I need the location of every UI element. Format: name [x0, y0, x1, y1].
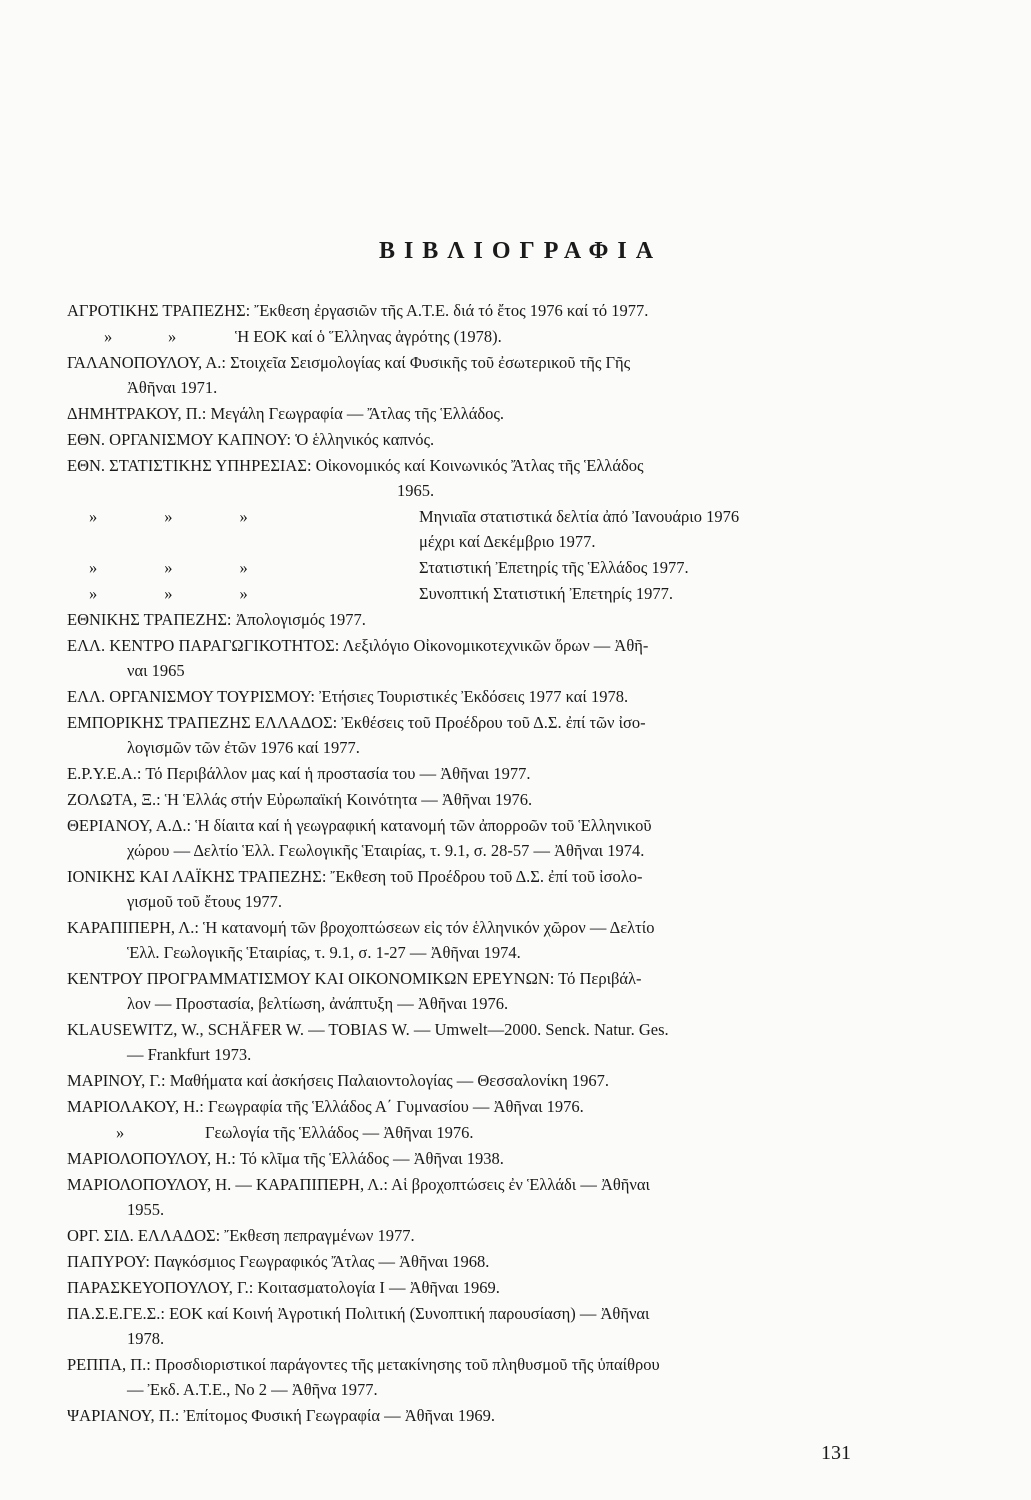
entry-continuation: λον — Προστασία, βελτίωση, ἀνάπτυξη — Ἀθῆναι 1976.: [127, 994, 509, 1013]
ditto-mark: »: [89, 507, 98, 526]
entry-text: Ε.Ρ.Υ.Ε.Α.: Τό Περιβάλλον μας καί ἡ προστασία του — Ἀθῆναι 1977.: [67, 764, 531, 783]
entry-text: ΟΡΓ. ΣΙΔ. ΕΛΛΑΔΟΣ: Ἔκθεση πεπραγμένων 1977.: [67, 1226, 415, 1245]
list-item: [68, 401, 858, 426]
ditto-mark: »: [239, 507, 248, 526]
entry-text: ΕΘΝΙΚΗΣ ΤΡΑΠΕΖΗΣ: Ἀπολογισμός 1977.: [67, 610, 366, 629]
bibliography-list: [68, 298, 858, 1429]
list-item: [68, 555, 858, 580]
list-item: [68, 966, 858, 1016]
ditto-mark: »: [164, 584, 173, 603]
ditto-mark: »: [239, 558, 248, 577]
entry-text: Συνοπτική Στατιστική Ἐπετηρίς 1977.: [419, 584, 673, 603]
list-item: [68, 581, 858, 606]
list-item: [68, 633, 858, 683]
list-item: [68, 710, 858, 760]
entry-text: Γεωλογία τῆς Ἑλλάδος — Ἀθῆναι 1976.: [205, 1123, 474, 1142]
entry-continuation: — Frankfurt 1973.: [127, 1045, 252, 1064]
list-item: [68, 350, 858, 400]
entry-continuation: μέχρι καί Δεκέμβριο 1977.: [419, 532, 596, 551]
entry-continuation: 1978.: [127, 1329, 165, 1348]
list-item: [68, 504, 858, 554]
list-item: [68, 1172, 858, 1222]
entry-text: ΔΗΜΗΤΡΑΚΟΥ, Π.: Μεγάλη Γεωγραφία — Ἄτλας τῆς Ἑλλάδος.: [67, 404, 505, 423]
ditto-mark: »: [164, 507, 173, 526]
list-item: [68, 1094, 858, 1119]
entry-text: ΕΛΛ. ΚΕΝΤΡΟ ΠΑΡΑΓΩΓΙΚΟΤΗΤΟΣ: Λεξιλόγιο Οἰκονομικοτεχνικῶν ὅρων — Ἀθῆ-: [67, 636, 649, 655]
entry-text: ΜΑΡΙΝΟΥ, Γ.: Μαθήματα καί ἀσκήσεις Παλαιοντολογίας — Θεσσαλονίκη 1967.: [67, 1071, 610, 1090]
entry-text: ΕΜΠΟΡΙΚΗΣ ΤΡΑΠΕΖΗΣ ΕΛΛΑΔΟΣ: Ἐκθέσεις τοῦ Προέδρου τοῦ Δ.Σ. ἐπί τῶν ἰσο-: [67, 713, 646, 732]
entry-text: ΚΑΡΑΠΙΠΕΡΗ, Λ.: Ἡ κατανομή τῶν βροχοπτώσεων εἰς τόν ἑλληνικόν χῶρον — Δελτίο: [67, 918, 655, 937]
entry-text: Ἡ ΕΟΚ καί ὁ Ἕλληνας ἀγρότης (1978).: [235, 327, 502, 346]
list-item: [68, 915, 858, 965]
ditto-marks: [68, 581, 380, 606]
entry-continuation: 1965.: [397, 481, 435, 500]
entry-continuation: χώρου — Δελτίο Ἑλλ. Γεωλογικῆς Ἑταιρίας, τ. 9.1, σ. 28-57 — Ἀθῆναι 1974.: [127, 841, 645, 860]
ditto-mark: »: [89, 584, 98, 603]
list-item: [68, 787, 858, 812]
page-title: ΒΙΒΛΙΟΓΡΑΦΙΑ: [378, 238, 663, 264]
ditto-mark: »: [239, 584, 248, 603]
list-item: [68, 813, 858, 863]
list-item: [68, 1223, 858, 1248]
entry-text: Μηνιαῖα στατιστικά δελτία ἀπό Ἰανουάριο 1976: [419, 507, 740, 526]
list-item: [68, 684, 858, 709]
list-item: [68, 1352, 858, 1402]
entry-text: ΖΟΛΩΤΑ, Ξ.: Ἡ Ἑλλάς στήν Εὐρωπαϊκή Κοινότητα — Ἀθῆναι 1976.: [67, 790, 533, 809]
ditto-mark: »: [164, 558, 173, 577]
list-item: [68, 453, 858, 503]
ditto-marks: [68, 504, 380, 554]
entry-text: Στατιστική Ἐπετηρίς τῆς Ἑλλάδος 1977.: [419, 558, 689, 577]
list-item: [68, 1068, 858, 1093]
ditto-mark: »: [89, 558, 98, 577]
entry-text: ΠΑΡΑΣΚΕΥΟΠΟΥΛΟΥ, Γ.: Κοιτασματολογία Ι — Ἀθῆναι 1969.: [67, 1278, 500, 1297]
entry-continuation: ναι 1965: [127, 661, 185, 680]
list-item: [68, 1017, 858, 1067]
entry-text: ΕΘΝ. ΟΡΓΑΝΙΣΜΟΥ ΚΑΠΝΟΥ: Ὁ ἑλληνικός καπνός.: [67, 430, 435, 449]
ditto-marks: [68, 555, 380, 580]
list-item: [68, 1120, 858, 1145]
entry-text: ΠΑ.Σ.Ε.ΓΕ.Σ.: ΕΟΚ καί Κοινή Ἀγροτική Πολιτική (Συνοπτική παρουσίαση) — Ἀθῆναι: [67, 1304, 650, 1323]
ditto-mark: »: [104, 327, 113, 346]
list-item: [68, 1403, 858, 1428]
list-item: [68, 761, 858, 786]
entry-text: ΜΑΡΙΟΛΟΠΟΥΛΟΥ, Η.: Τό κλῖμα τῆς Ἑλλάδος — Ἀθῆναι 1938.: [67, 1149, 504, 1168]
list-item: [68, 1275, 858, 1300]
list-item: [68, 1301, 858, 1351]
entry-text: ΘΕΡΙΑΝΟΥ, Α.Δ.: Ἡ δίαιτα καί ἡ γεωγραφική κατανομή τῶν ἀπορροῶν τοῦ Ἑλληνικοῦ: [67, 816, 652, 835]
entry-text: ΠΑΠΥΡΟΥ: Παγκόσμιος Γεωγραφικός Ἄτλας — Ἀθῆναι 1968.: [67, 1252, 490, 1271]
ditto-mark: »: [168, 327, 177, 346]
list-item: [68, 864, 858, 914]
entry-continuation: λογισμῶν τῶν ἐτῶν 1976 καί 1977.: [127, 738, 360, 757]
entry-continuation: Ἀθῆναι 1971.: [127, 378, 218, 397]
list-item: [68, 298, 858, 323]
entry-text: ΜΑΡΙΟΛΑΚΟΥ, Η.: Γεωγραφία τῆς Ἑλλάδος Α΄ Γυμνασίου — Ἀθῆναι 1976.: [67, 1097, 584, 1116]
entry-text: ΕΘΝ. ΣΤΑΤΙΣΤΙΚΗΣ ΥΠΗΡΕΣΙΑΣ: Οἰκονομικός καί Κοινωνικός Ἄτλας τῆς Ἑλλάδος: [67, 456, 644, 475]
page-number: 131: [821, 1442, 851, 1464]
entry-text: KLAUSEWITZ, W., SCHÄFER W. — TOBIAS W. — Umwelt—2000. Senck. Natur. Ges.: [67, 1020, 669, 1039]
list-item: [68, 607, 858, 632]
entry-continuation: 1955.: [127, 1200, 165, 1219]
entry-text: ΚΕΝΤΡΟΥ ΠΡΟΓΡΑΜΜΑΤΙΣΜΟΥ ΚΑΙ ΟΙΚΟΝΟΜΙΚΩΝ ΕΡΕΥΝΩΝ: Τό Περιβάλ-: [67, 969, 642, 988]
entry-continuation: γισμοῦ τοῦ ἔτους 1977.: [127, 892, 282, 911]
entry-text: ΨΑΡΙΑΝΟΥ, Π.: Ἐπίτομος Φυσική Γεωγραφία — Ἀθῆναι 1969.: [67, 1406, 495, 1425]
entry-text: ΙΟΝΙΚΗΣ ΚΑΙ ΛΑΪΚΗΣ ΤΡΑΠΕΖΗΣ: Ἔκθεση τοῦ Προέδρου τοῦ Δ.Σ. ἐπί τοῦ ἰσολο-: [67, 867, 643, 886]
entry-text: ΑΓΡΟΤΙΚΗΣ ΤΡΑΠΕΖΗΣ: Ἔκθεση ἐργασιῶν τῆς Α.Τ.Ε. διά τό ἔτος 1976 καί τό 1977.: [67, 301, 649, 320]
list-item: [68, 324, 858, 349]
entry-continuation: — Ἐκδ. Α.Τ.Ε., Νο 2 — Ἀθῆνα 1977.: [127, 1380, 378, 1399]
list-item: [68, 1146, 858, 1171]
entry-text: ΜΑΡΙΟΛΟΠΟΥΛΟΥ, Η. — ΚΑΡΑΠΙΠΕΡΗ, Λ.: Αἱ βροχοπτώσεις ἐν Ἑλλάδι — Ἀθῆναι: [67, 1175, 650, 1194]
entry-text: ΡΕΠΠΑ, Π.: Προσδιοριστικοί παράγοντες τῆς μετακίνησης τοῦ πληθυσμοῦ τῆς ὑπαίθρου: [67, 1355, 660, 1374]
entry-text: ΕΛΛ. ΟΡΓΑΝΙΣΜΟΥ ΤΟΥΡΙΣΜΟΥ: Ἐτήσιες Τουριστικές Ἐκδόσεις 1977 καί 1978.: [67, 687, 629, 706]
list-item: [68, 1249, 858, 1274]
entry-text: ΓΑΛΑΝΟΠΟΥΛΟΥ, Α.: Στοιχεῖα Σεισμολογίας καί Φυσικῆς τοῦ ἐσωτερικοῦ τῆς Γῆς: [67, 353, 631, 372]
entry-continuation: Ἑλλ. Γεωλογικῆς Ἑταιρίας, τ. 9.1, σ. 1-27 — Ἀθῆναι 1974.: [127, 943, 521, 962]
ditto-mark: »: [116, 1123, 125, 1142]
list-item: [68, 427, 858, 452]
